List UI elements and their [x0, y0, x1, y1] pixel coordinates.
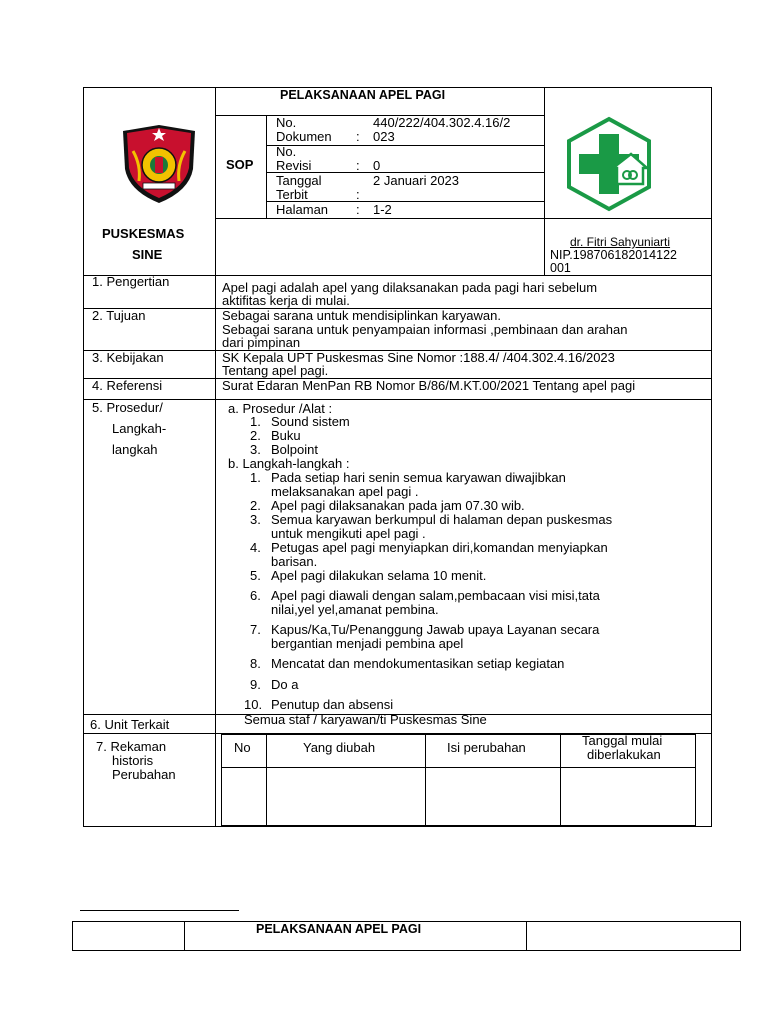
history-col-content: Isi perubahan [447, 740, 526, 755]
step-num-4: 4. [250, 540, 261, 555]
footer-table-left [72, 921, 73, 951]
step-7-line2: bergantian menjadi pembina apel [271, 636, 464, 651]
issue-date-value: 2 Januari 2023 [373, 173, 460, 188]
border-header-right-col [544, 87, 545, 275]
doc-no-value-1: 440/222/404.302.4.16/2 [373, 115, 511, 130]
tujuan-text-2: Sebagai sarana untuk penyampaian informasi ,pembinaan dan arahan [222, 322, 628, 337]
signer-name: dr. Fitri Sahyuniarti [570, 235, 671, 249]
prosedur-label-2: Langkah- [112, 421, 167, 436]
kebijakan-text-2: Tentang apel pagi. [222, 363, 329, 378]
step-4-line1: Petugas apel pagi menyiapkan diri,komandan menyiapkan [271, 540, 608, 555]
step-6-line2: nilai,yel yel,amanat pembina. [271, 602, 439, 617]
footer-title: PELAKSANAAN APEL PAGI [256, 922, 422, 936]
step-num-5: 5. [250, 568, 261, 583]
step-num-2: 2. [250, 498, 261, 513]
history-col-date-2: diberlakukan [587, 747, 661, 762]
alat-num-1: 1. [250, 414, 261, 429]
rekaman-label-3: Perubahan [112, 767, 176, 782]
puskesmas-logo-icon [561, 116, 657, 212]
step-num-10: 10. [244, 697, 263, 712]
kebijakan-text-1: SK Kepala UPT Puskesmas Sine Nomor :188.4/ /404.302.4.16/2023 [222, 350, 615, 365]
border-row-header [83, 275, 712, 276]
page-label: Halaman [276, 202, 329, 217]
step-num-3: 3. [250, 512, 261, 527]
step-num-6: 6. [250, 588, 261, 603]
step-6-line1: Apel pagi diawali dengan salam,pembacaan visi misi,tata [271, 588, 600, 603]
unit-label: 6. Unit Terkait [90, 717, 170, 732]
revision-colon: : [356, 158, 360, 173]
issue-date-colon: : [356, 187, 360, 202]
step-2: Apel pagi dilaksanakan pada jam 07.30 wib. [271, 498, 525, 513]
step-num-7: 7. [250, 622, 261, 637]
revision-value: 0 [373, 158, 381, 173]
history-col-date-1: Tanggal mulai [582, 733, 663, 748]
step-10: Penutup dan absensi [271, 697, 394, 712]
doc-no-colon: : [356, 129, 360, 144]
prosedur-label-3: langkah [112, 442, 158, 457]
pengertian-text-1: Apel pagi adalah apel yang dilaksanakan pada pagi hari sebelum [222, 280, 598, 295]
alat-num-3: 3. [250, 442, 261, 457]
revision-label-1: No. [276, 144, 297, 159]
signer-nip-line2: 001 [550, 261, 571, 275]
step-5: Apel pagi dilakukan selama 10 menit. [271, 568, 487, 583]
border-outer-left [83, 87, 84, 827]
alat-num-2: 2. [250, 428, 261, 443]
alat-item-3: Bolpoint [271, 442, 318, 457]
border-outer-right [711, 87, 712, 827]
history-col-no: No [234, 740, 251, 755]
history-table-col3 [560, 734, 561, 826]
revision-label-2: Revisi [276, 158, 312, 173]
history-table-right [695, 734, 696, 826]
org-name-line1: PUSKESMAS [102, 226, 185, 241]
history-col-changed: Yang diubah [303, 740, 376, 755]
tujuan-text-3: dari pimpinan [222, 335, 301, 350]
border-header-bottom-inner [215, 218, 711, 219]
footer-table-col1 [184, 921, 185, 951]
referensi-label: 4. Referensi [92, 378, 163, 393]
footer-table-bottom [72, 950, 741, 951]
referensi-text: Surat Edaran MenPan RB Nomor B/86/M.KT.00/2021 Tentang apel pagi [222, 378, 636, 393]
border-sop-col [266, 115, 267, 218]
signer-nip-line1: NIP.198706182014122 [550, 248, 677, 262]
langkah-title: b. Langkah-langkah : [228, 456, 350, 471]
step-3-line1: Semua karyawan berkumpul di halaman depan puskesmas [271, 512, 613, 527]
step-1-line2: melaksanakan apel pagi . [271, 484, 419, 499]
page-colon: : [356, 202, 360, 217]
issue-date-label-2: Terbit [276, 187, 308, 202]
history-table-col1 [266, 734, 267, 826]
step-1-line1: Pada setiap hari senin semua karyawan diwajibkan [271, 470, 566, 485]
unit-text: Semua staf / karyawan/ti Puskesmas Sine [244, 712, 487, 727]
kebijakan-label: 3. Kebijakan [92, 350, 164, 365]
step-num-9: 9. [250, 677, 261, 692]
prosedur-label-1: 5. Prosedur/ [92, 400, 163, 415]
doc-no-value-2: 023 [373, 129, 395, 144]
issue-date-label-1: Tanggal [276, 173, 322, 188]
border-label-column [215, 87, 216, 827]
tujuan-text-1: Sebagai sarana untuk mendisiplinkan karyawan. [222, 308, 501, 323]
step-num-1: 1. [250, 470, 261, 485]
history-table-col2 [425, 734, 426, 826]
history-table-left [221, 734, 222, 826]
step-3-line2: untuk mengikuti apel pagi . [271, 526, 426, 541]
footer-table-right [740, 921, 741, 951]
step-num-8: 8. [250, 656, 261, 671]
document-title: PELAKSANAAN APEL PAGI [280, 88, 446, 102]
tujuan-label: 2. Tujuan [92, 308, 146, 323]
footnote-separator [80, 910, 239, 911]
doc-no-label-2: Dokumen [276, 129, 332, 144]
history-table-bottom [221, 825, 696, 826]
step-9: Do a [271, 677, 299, 692]
step-7-line1: Kapus/Ka,Tu/Penanggung Jawab upaya Layanan secara [271, 622, 600, 637]
pengertian-label: 1. Pengertian [92, 274, 170, 289]
rekaman-label-2: historis [112, 753, 154, 768]
alat-item-1: Sound sistem [271, 414, 350, 429]
step-4-line2: barisan. [271, 554, 318, 569]
sop-label: SOP [226, 157, 254, 172]
regency-emblem-icon [119, 121, 199, 205]
alat-title: a. Prosedur /Alat : [228, 401, 333, 416]
border-outer-bottom [83, 826, 712, 827]
footer-table-col2 [526, 921, 527, 951]
step-8: Mencatat dan mendokumentasikan setiap kegiatan [271, 656, 565, 671]
alat-item-2: Buku [271, 428, 301, 443]
history-table-header-bottom [221, 767, 696, 768]
border-row-referensi [83, 399, 712, 400]
org-name-line2: SINE [132, 247, 163, 262]
rekaman-label-1: 7. Rekaman [96, 739, 167, 754]
border-meta-row1 [266, 145, 544, 146]
doc-no-label-1: No. [276, 115, 297, 130]
pengertian-text-2: aktifitas kerja di mulai. [222, 293, 350, 308]
page-value: 1-2 [373, 202, 392, 217]
